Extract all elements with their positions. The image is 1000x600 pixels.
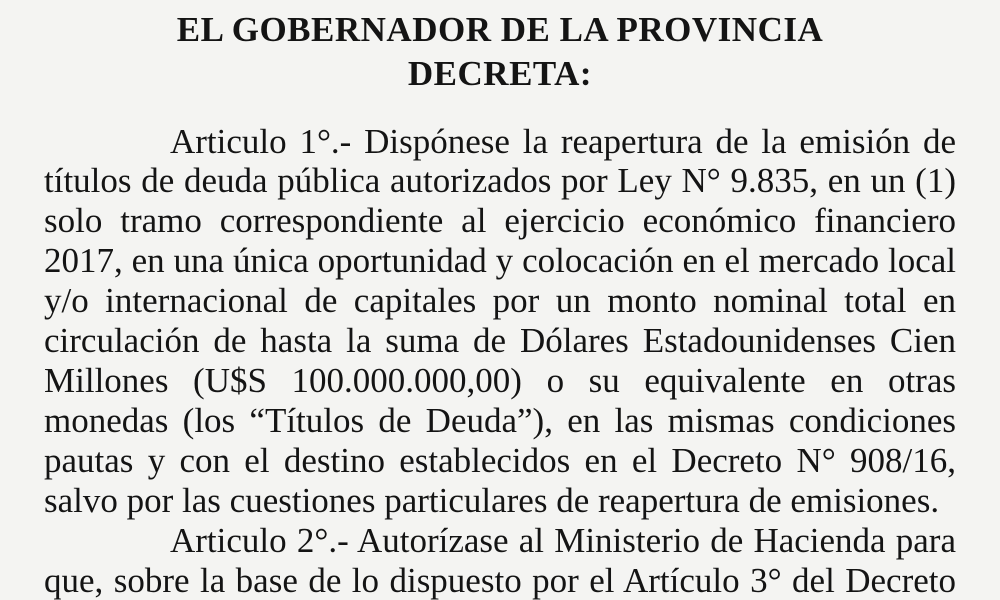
text-line: Articulo 2°.- Autorízase al Ministerio de Hacienda para [170,521,956,560]
text-line: monedas (los “Títulos de Deuda”), en las mismas condiciones [44,401,956,440]
text-line: pautas y con el destino establecidos en el Decreto N° 908/16, [44,441,956,480]
text-line: Articulo 1°.- Dispónese la reapertura de la emisión de [170,122,956,161]
document-heading: EL GOBERNADOR DE LA PROVINCIA [176,10,824,49]
text-line: que, sobre la base de lo dispuesto por el Artículo 3° del Decreto [44,561,956,600]
document-subheading: DECRETA: [407,54,593,93]
text-line: 2017, en una única oportunidad y colocación en el mercado local [44,241,956,280]
text-line: títulos de deuda pública autorizados por Ley N° 9.835, en un (1) [44,161,956,200]
text-line: Millones (U$S 100.000.000,00) o su equivalente en otras [44,361,956,400]
text-line: salvo por las cuestiones particulares de reapertura de emisiones. [44,481,940,520]
text-line: circulación de hasta la suma de Dólares Estadounidenses Cien [44,321,956,360]
text-line: solo tramo correspondiente al ejercicio económico financiero [44,201,956,240]
text-line: y/o internacional de capitales por un monto nominal total en [44,281,956,320]
